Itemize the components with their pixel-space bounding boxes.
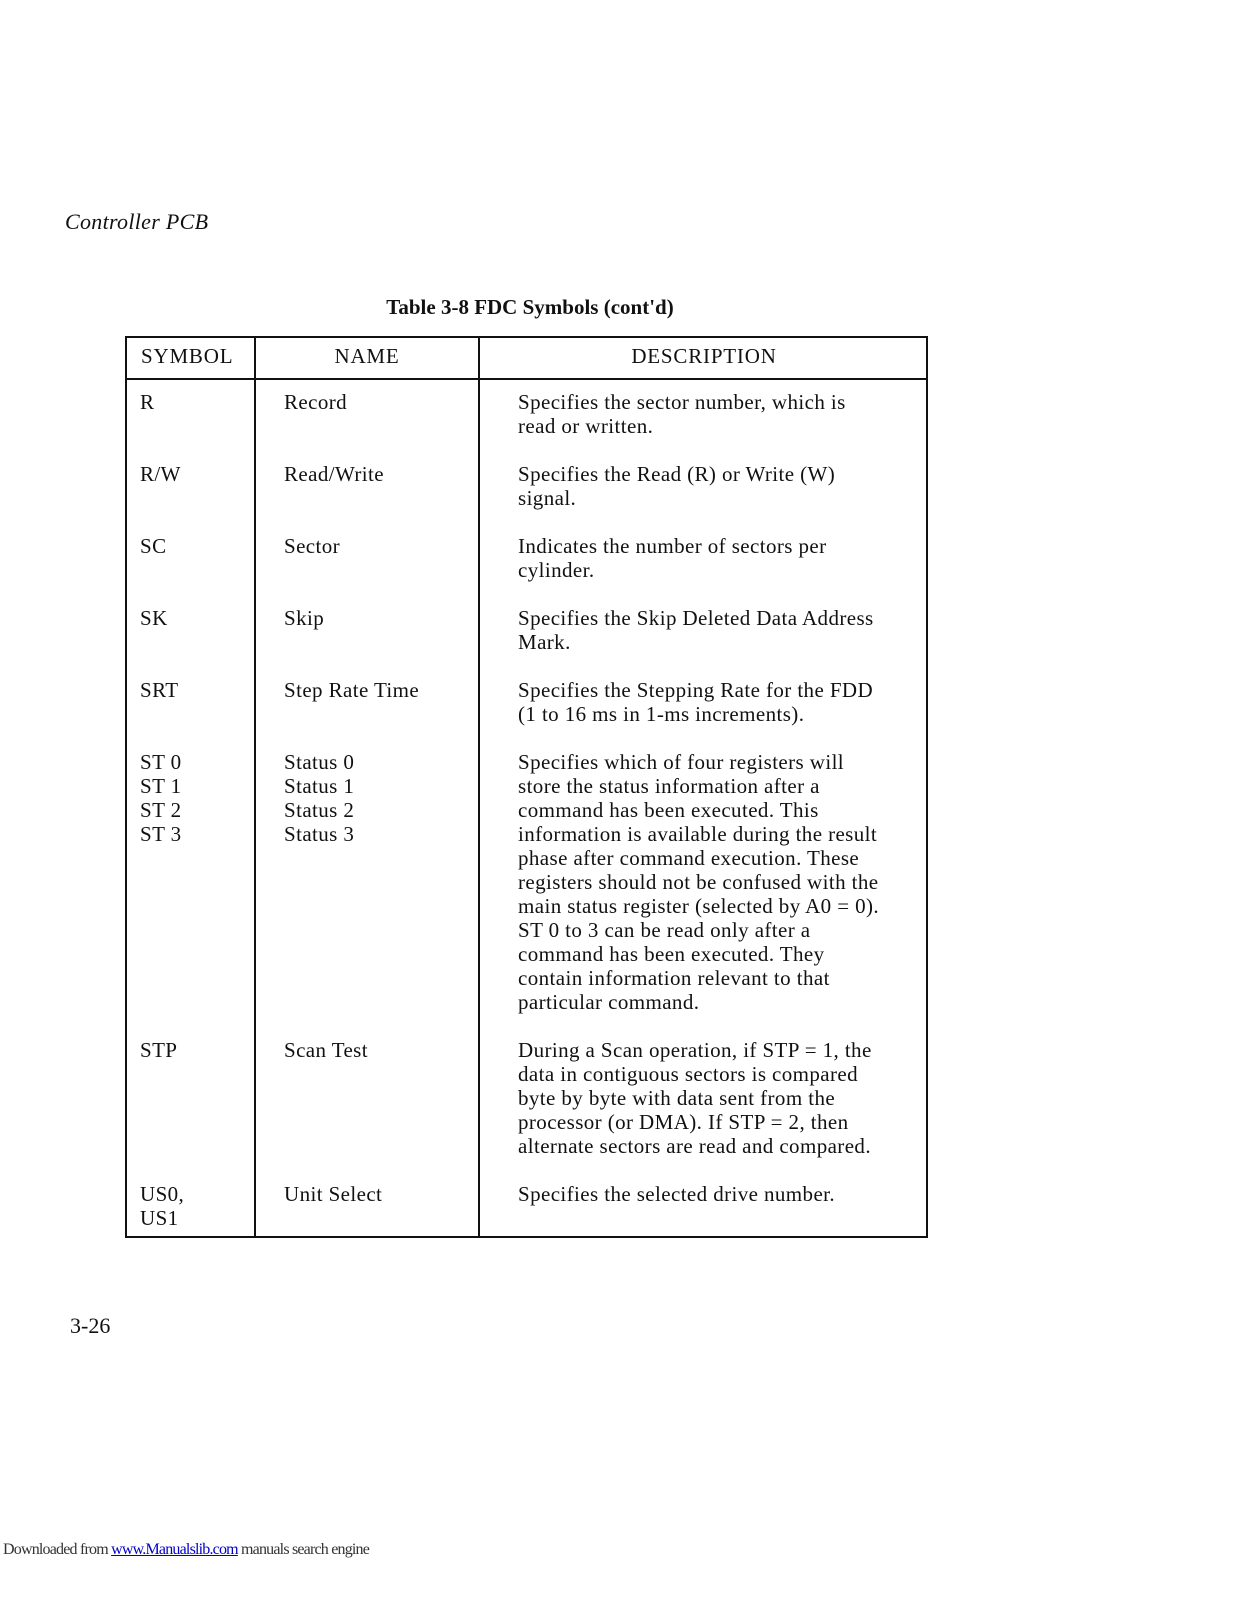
- name-cell: Unit Select: [284, 1182, 383, 1206]
- symbol-cell: US0, US1: [140, 1182, 185, 1230]
- symbol-cell: SK: [140, 606, 168, 630]
- name-cell: Skip: [284, 606, 325, 630]
- symbol-cell: STP: [140, 1038, 178, 1062]
- page-number: 3-26: [70, 1313, 111, 1338]
- description-cell: Specifies the Read (R) or Write (W) signal.: [518, 462, 836, 510]
- description-cell: Specifies which of four registers will store the status information after a command has been executed. This information is available during the result phase after command execution. These registers should not be confused with the main status register (selected by A0 = 0). ST 0 to 3 can be read only after a command has been executed. They contain information relevant to that particular command.: [518, 750, 880, 1014]
- column-header-name: NAME: [334, 344, 400, 368]
- description-cell: Indicates the number of sectors per cylinder.: [518, 534, 827, 582]
- header-divider: [127, 378, 926, 380]
- description-cell: Specifies the Skip Deleted Data Address Mark.: [518, 606, 874, 654]
- description-cell: Specifies the selected drive number.: [518, 1182, 836, 1206]
- symbol-cell: R/W: [140, 462, 181, 486]
- name-cell: Record: [284, 390, 348, 414]
- column-divider: [254, 338, 256, 1236]
- description-cell: Specifies the sector number, which is read or written.: [518, 390, 846, 438]
- footer-prefix: Downloaded from: [3, 1541, 112, 1558]
- column-divider: [478, 338, 480, 1236]
- description-cell: Specifies the Stepping Rate for the FDD (1 to 16 ms in 1-ms increments).: [518, 678, 874, 726]
- footer-suffix: manuals search engine: [237, 1541, 370, 1558]
- column-header-symbol: SYMBOL: [141, 344, 234, 368]
- name-cell: Read/Write: [284, 462, 384, 486]
- name-cell: Sector: [284, 534, 341, 558]
- symbol-cell: SRT: [140, 678, 179, 702]
- name-cell: Status 0 Status 1 Status 2 Status 3: [284, 750, 355, 846]
- name-cell: Scan Test: [284, 1038, 368, 1062]
- fdc-symbols-table: [125, 336, 928, 1238]
- name-cell: Step Rate Time: [284, 678, 420, 702]
- description-cell: During a Scan operation, if STP = 1, the data in contiguous sectors is compared byte by byte with data sent from the processor (or DMA). If STP = 2, then alternate sectors are read and compared.: [518, 1038, 872, 1158]
- table-caption: Table 3-8 FDC Symbols (cont'd): [386, 295, 674, 319]
- symbol-cell: SC: [140, 534, 167, 558]
- running-header: Controller PCB: [65, 209, 209, 234]
- manualslib-link[interactable]: www.Manualslib.com: [111, 1541, 238, 1558]
- download-footer: [3, 1541, 369, 1559]
- symbol-cell: R: [140, 390, 155, 414]
- symbol-cell: ST 0 ST 1 ST 2 ST 3: [140, 750, 182, 846]
- column-header-description: DESCRIPTION: [631, 344, 777, 368]
